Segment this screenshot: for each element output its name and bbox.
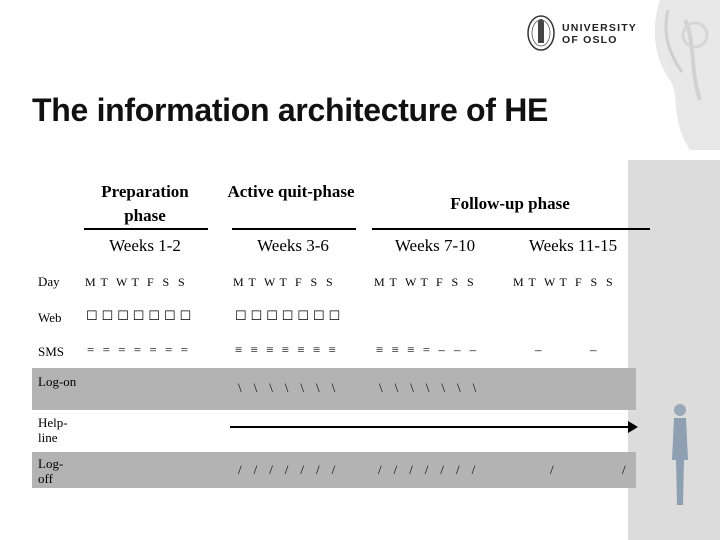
logoff-marker: / <box>315 462 320 477</box>
logoff-marker: / <box>378 462 382 477</box>
sms-marker-late: – <box>535 342 542 357</box>
day-letter: W <box>405 275 417 289</box>
logoff-marker-late: / <box>622 462 626 477</box>
weeks-7-10: Weeks 7-10 <box>394 236 476 255</box>
sms-marker: = <box>180 342 188 357</box>
web-marker: ☐ <box>132 308 145 323</box>
day-letter: M <box>233 275 244 289</box>
decorative-figure-icon <box>668 400 692 510</box>
row-label-logon: Log-on <box>38 374 77 389</box>
sms-marker: = <box>102 342 110 357</box>
web-marker: ☐ <box>117 308 129 323</box>
weeks-1-2: Weeks 1-2 <box>109 236 181 255</box>
web-markers-preparation <box>86 308 195 324</box>
weeks-11-15: Weeks 11-15 <box>528 236 618 255</box>
day-letter: F <box>575 275 582 289</box>
sms-marker: ≡ <box>281 342 290 357</box>
day-letters-group <box>85 275 194 290</box>
day-letter: F <box>436 275 443 289</box>
day-letter: S <box>451 275 459 289</box>
logoff-marker: / <box>424 462 429 477</box>
logoff-marker: / <box>284 462 289 477</box>
sms-marker: ≡ <box>376 342 384 357</box>
day-letter: T <box>420 275 428 289</box>
logoff-marker: / <box>300 462 304 477</box>
phase-underline <box>84 228 208 230</box>
day-letters-group <box>233 275 342 290</box>
logon-marker: \ <box>300 380 304 395</box>
logoff-marker: / <box>393 462 398 477</box>
sms-marker: = <box>149 342 157 357</box>
web-marker: ☐ <box>86 308 98 323</box>
phase-preparation: Preparation phase <box>101 182 189 225</box>
row-label-sms: SMS <box>38 344 65 359</box>
sms-marker: = <box>87 342 95 357</box>
helpline-arrow-head-icon <box>628 421 638 433</box>
web-marker: ☐ <box>163 308 176 323</box>
sms-marker-late: – <box>590 342 597 357</box>
row-label-helpline: Help-line <box>38 415 68 445</box>
logoff-marker: / <box>253 462 258 477</box>
web-marker: ☐ <box>297 308 310 323</box>
sms-marker: ≡ <box>235 342 243 357</box>
day-letter: T <box>131 275 139 289</box>
day-letter: T <box>100 275 108 289</box>
logoff-markers-followup <box>378 462 487 478</box>
logon-marker: \ <box>425 380 430 395</box>
day-letter: S <box>467 275 474 289</box>
university-logo-text <box>562 22 637 46</box>
logoff-marker: / <box>409 462 413 477</box>
web-marker: ☐ <box>328 308 341 323</box>
sms-marker: = <box>118 342 126 357</box>
sms-marker: ≡ <box>266 342 274 357</box>
logo-line1: UNIVERSITY <box>562 22 638 34</box>
logoff-marker: / <box>269 462 273 477</box>
logoff-marker: / <box>238 462 242 477</box>
logon-marker: \ <box>379 380 383 395</box>
logon-marker: \ <box>394 380 399 395</box>
sms-marker: ≡ <box>250 342 258 357</box>
university-seal-icon <box>526 14 556 52</box>
row-label-day: Day <box>38 274 60 289</box>
logon-marker: \ <box>441 380 445 395</box>
web-marker: ☐ <box>179 308 192 323</box>
slide-title: The information architecture of HE <box>32 92 549 128</box>
day-letter: S <box>326 275 333 289</box>
sms-marker: – <box>438 342 445 357</box>
day-letter: S <box>606 275 613 289</box>
phase-underline <box>232 228 356 230</box>
day-letter: T <box>389 275 397 289</box>
web-marker: ☐ <box>250 308 263 323</box>
web-marker: ☐ <box>266 308 278 323</box>
sms-marker: ≡ <box>391 342 399 357</box>
row-label-web: Web <box>38 310 62 325</box>
day-letter: S <box>162 275 170 289</box>
decorative-bust-image <box>640 0 720 150</box>
logon-marker: \ <box>331 380 336 395</box>
day-letter: F <box>147 275 154 289</box>
logoff-marker: / <box>471 462 476 477</box>
day-letter: T <box>528 275 536 289</box>
sms-marker: ≡ <box>407 342 415 357</box>
day-letter: W <box>264 275 276 289</box>
logoff-marker-late: / <box>550 462 554 477</box>
day-letter: W <box>116 275 128 289</box>
web-markers-active <box>235 308 344 324</box>
day-letter: W <box>544 275 556 289</box>
day-letters-group <box>374 275 483 290</box>
day-letter: S <box>178 275 185 289</box>
logon-marker: \ <box>238 380 242 395</box>
sms-marker: ≡ <box>312 342 321 357</box>
day-letter: F <box>295 275 302 289</box>
sms-marker: – <box>469 342 477 357</box>
logoff-markers-active <box>238 462 347 478</box>
sms-marker: = <box>422 342 431 357</box>
day-letter: S <box>310 275 318 289</box>
day-letter: M <box>85 275 96 289</box>
logon-marker: \ <box>456 380 461 395</box>
logoff-marker: / <box>455 462 460 477</box>
day-letter: S <box>590 275 598 289</box>
day-letter: M <box>374 275 385 289</box>
sms-markers-followup-early <box>376 342 485 358</box>
day-letter: T <box>559 275 567 289</box>
helpline-arrow-line <box>230 426 630 428</box>
sms-marker: = <box>133 342 142 357</box>
row-label-logoff: Log-off <box>38 456 64 486</box>
weeks-3-6: Weeks 3-6 <box>257 236 329 255</box>
logon-marker: \ <box>269 380 273 395</box>
sms-marker: = <box>164 342 173 357</box>
logon-markers-active <box>238 380 347 396</box>
phase-followup: Follow-up phase <box>450 194 570 213</box>
phase-underline <box>372 228 650 230</box>
phase-active: Active quit-phase <box>227 182 355 201</box>
web-marker: ☐ <box>312 308 325 323</box>
day-letters-group <box>513 275 622 290</box>
sms-marker: ≡ <box>328 342 336 357</box>
sms-marker: – <box>453 342 461 357</box>
day-letter: T <box>279 275 287 289</box>
logon-marker: \ <box>410 380 414 395</box>
web-marker: ☐ <box>281 308 294 323</box>
logon-marker: \ <box>315 380 320 395</box>
logon-marker: \ <box>472 380 477 395</box>
sms-markers-preparation <box>87 342 196 358</box>
logoff-marker: / <box>440 462 444 477</box>
web-marker: ☐ <box>101 308 114 323</box>
sms-markers-active <box>235 342 344 358</box>
logo-line2: OF OSLO <box>562 34 618 46</box>
sms-marker: ≡ <box>297 342 305 357</box>
web-marker: ☐ <box>148 308 161 323</box>
web-marker: ☐ <box>235 308 247 323</box>
logon-marker: \ <box>253 380 258 395</box>
logoff-marker: / <box>331 462 336 477</box>
day-letter: T <box>248 275 256 289</box>
logon-markers-followup <box>379 380 488 396</box>
day-letter: M <box>513 275 524 289</box>
logon-marker: \ <box>284 380 289 395</box>
